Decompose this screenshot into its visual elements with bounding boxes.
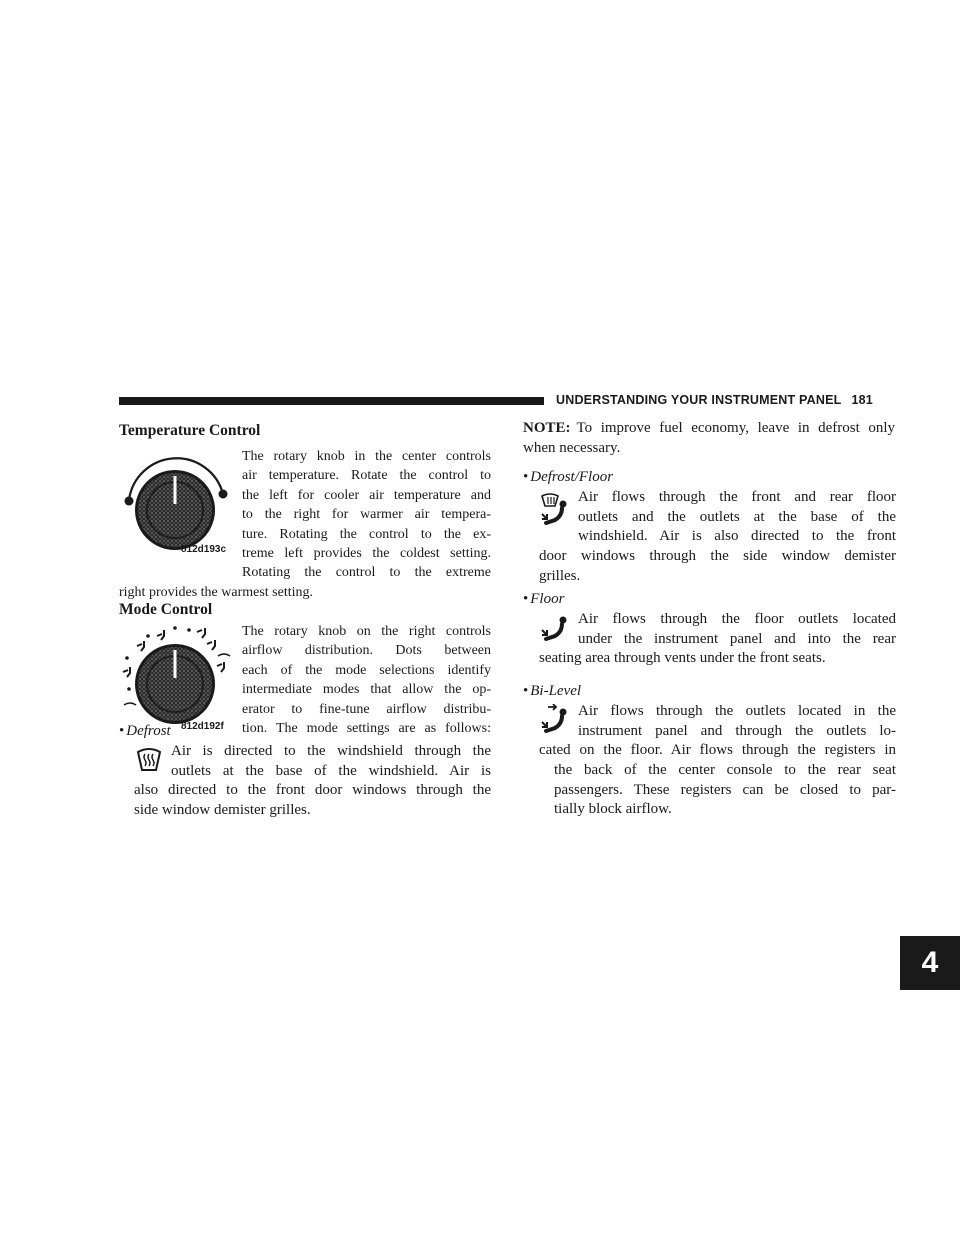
defrost-line: Air is directed to the windshield through the (171, 743, 491, 759)
note-line: when necessary. (523, 439, 621, 456)
temperature-heading: Temperature Control (119, 422, 261, 439)
defrost-line: side window demister grilles. (134, 801, 311, 818)
mode-line: tion. The mode settings are as follows: (242, 721, 491, 737)
note-label: NOTE: (523, 420, 571, 436)
mode-line: airflow distribution. Dots between (242, 643, 491, 659)
defrost-body-a (171, 742, 491, 781)
floor-body-a (578, 610, 896, 649)
mode-heading: Mode Control (119, 601, 213, 618)
mode-line: erator to fine-tune airflow distribu- (242, 701, 491, 717)
temperature-line: air temperature. Rotate the control to (242, 468, 491, 484)
defrost-line: outlets at the base of the windshield. Air is (171, 762, 491, 779)
defrost-floor-icon (540, 492, 570, 526)
mode-body (242, 622, 491, 738)
temperature-line: Rotating the control to the extreme (242, 565, 491, 581)
temperature-knob-figure (119, 448, 239, 560)
defrost-body-b (134, 781, 491, 820)
bullet: • (523, 469, 529, 485)
temperature-line: to the right for warmer air tempera- (242, 507, 491, 523)
note-line (523, 419, 895, 439)
defrost-title (119, 723, 171, 740)
defrost-floor-line: door windows through the side window demister (539, 548, 896, 564)
bilevel-line: Air flows through the outlets located in the (578, 703, 896, 719)
defrost-floor-body-a (578, 488, 896, 547)
mode-line: The rotary knob on the right controls (242, 624, 491, 639)
mode-line: each of the mode selections identify (242, 662, 491, 678)
defrost-icon (136, 746, 162, 772)
bilevel-line: tially block airflow. (554, 801, 672, 818)
defrost-floor-body-b (539, 547, 896, 586)
floor-line: Air flows through the floor outlets located (578, 611, 896, 627)
temperature-body-last (119, 583, 491, 602)
defrost-floor-line: windshield. Air is also directed to the front (578, 528, 896, 545)
header-rule (119, 397, 544, 405)
defrost-floor-line: Air flows through the front and rear floor (578, 489, 896, 505)
bullet: • (523, 591, 529, 607)
bilevel-title (523, 683, 581, 700)
running-header (556, 393, 873, 407)
floor-line: seating area through vents under the front seats. (539, 650, 826, 666)
chapter-tab: 4 (900, 936, 960, 990)
bilevel-body-b (539, 741, 896, 761)
mode-line: intermediate modes that allow the op- (242, 682, 491, 698)
bilevel-line: cated on the floor. Air flows through the registers in (539, 742, 896, 758)
mode-knob-icon (119, 622, 239, 734)
defrost-floor-title (523, 469, 613, 486)
temperature-line: ture. Rotating the control to the ex- (242, 526, 491, 542)
temperature-body (242, 447, 491, 583)
floor-icon (540, 614, 570, 644)
bilevel-title-text: Bi-Level (530, 683, 582, 699)
note-text: To improve fuel economy, leave in defrost only (576, 420, 895, 436)
temperature-line: right provides the warmest setting. (119, 585, 314, 600)
note-block (523, 419, 895, 458)
temperature-line: the left for cooler air temperature and (242, 487, 491, 503)
floor-body-b (539, 649, 896, 669)
temperature-line: The rotary knob in the center controls (242, 449, 491, 464)
header-section: UNDERSTANDING YOUR INSTRUMENT PANEL (556, 393, 842, 407)
floor-title (523, 591, 564, 608)
mode-figure-id: 812d192f (181, 721, 224, 732)
defrost-floor-line: grilles. (539, 567, 581, 584)
floor-title-text: Floor (530, 591, 565, 607)
bilevel-body-a (578, 702, 896, 741)
bilevel-line: instrument panel and through the outlets lo- (578, 722, 896, 739)
bilevel-line: the back of the center console to the rear seat (554, 762, 896, 778)
mode-knob-figure (119, 622, 239, 734)
defrost-title-text: Defrost (126, 723, 171, 739)
temperature-figure-id: 812d193c (181, 544, 227, 555)
defrost-floor-line: outlets and the outlets at the base of the (578, 508, 896, 525)
defrost-line: also directed to the front door windows through the (134, 782, 491, 798)
defrost-floor-title-text: Defrost/Floor (530, 469, 614, 485)
bilevel-body-c (554, 761, 896, 820)
bullet: • (119, 723, 125, 739)
temperature-line: treme left provides the coldest setting. (242, 546, 491, 562)
bilevel-icon (540, 704, 570, 734)
bullet: • (523, 683, 529, 699)
floor-line: under the instrument panel and into the rear (578, 630, 896, 647)
bilevel-line: passengers. These registers can be closed to par- (554, 781, 896, 798)
page-number: 181 (851, 393, 873, 407)
